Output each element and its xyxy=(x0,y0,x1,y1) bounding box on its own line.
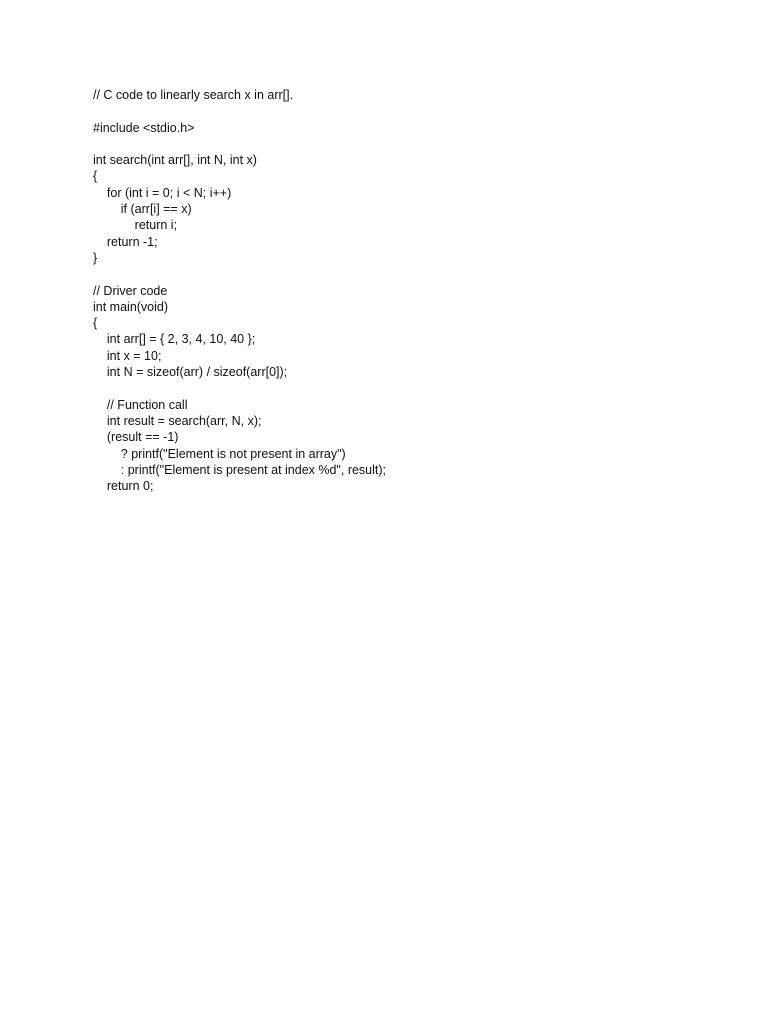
code-line-close-brace: } xyxy=(93,250,98,265)
code-line-printf-not-present: ? printf("Element is not present in array") xyxy=(93,446,346,461)
code-line-open-brace: { xyxy=(93,316,98,331)
code-line-main-signature: int main(void) xyxy=(93,299,169,314)
code-line-x-decl: int x = 10; xyxy=(93,348,162,363)
code-line-open-brace: { xyxy=(93,169,98,184)
code-line-function-call-comment: // Function call xyxy=(93,397,188,412)
code-line-printf-present: : printf("Element is present at index %d", result); xyxy=(93,462,387,477)
code-listing xyxy=(93,87,386,494)
code-line-search-signature: int search(int arr[], int N, int x) xyxy=(93,153,257,168)
code-line-return-zero: return 0; xyxy=(93,479,154,494)
code-line-for-loop: for (int i = 0; i < N; i++) xyxy=(93,185,232,200)
code-line-blank xyxy=(93,103,386,119)
code-line-blank xyxy=(93,380,386,396)
code-line-return-index: return i; xyxy=(93,218,178,233)
code-line-result-decl: int result = search(arr, N, x); xyxy=(93,413,262,428)
code-line-driver-comment: // Driver code xyxy=(93,283,168,298)
code-line-result-check: (result == -1) xyxy=(93,430,179,445)
code-line-if-check: if (arr[i] == x) xyxy=(93,202,192,217)
code-line-comment-header: // C code to linearly search x in arr[]. xyxy=(93,88,294,102)
code-line-blank xyxy=(93,266,386,282)
code-line-blank xyxy=(93,136,386,152)
code-line-array-decl: int arr[] = { 2, 3, 4, 10, 40 }; xyxy=(93,332,256,347)
code-line-return-minus-one: return -1; xyxy=(93,234,158,249)
code-line-n-decl: int N = sizeof(arr) / sizeof(arr[0]); xyxy=(93,365,288,380)
code-line-include: #include <stdio.h> xyxy=(93,120,195,135)
